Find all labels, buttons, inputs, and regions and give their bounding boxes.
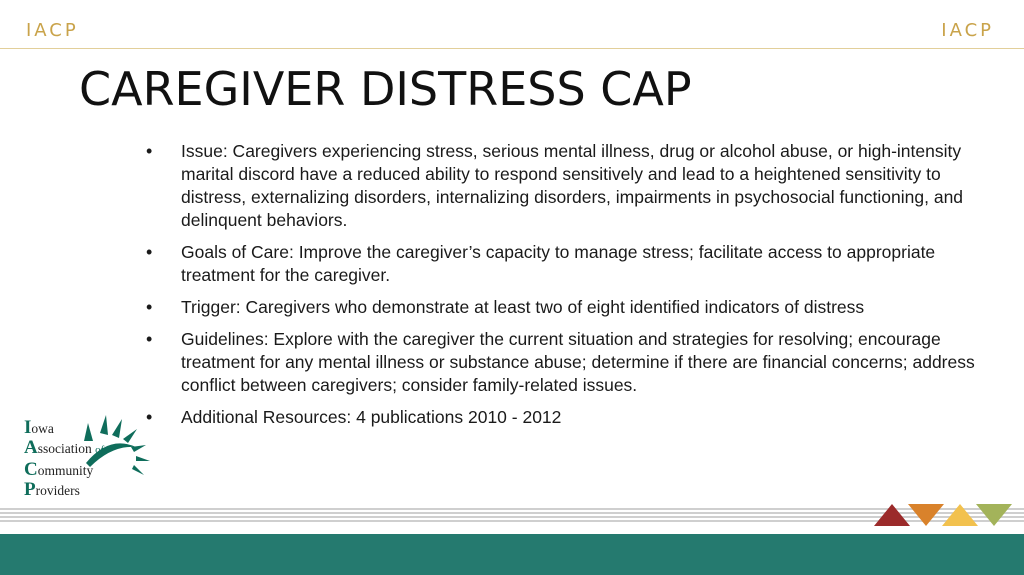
bullet-guidelines-text: Guidelines: Explore with the caregiver the current situation and strategies for resolving; encourage treatment for any mental illness or substance abuse; determine if there are financial concerns; address conflict between caregivers; consider family-related issues. (181, 329, 975, 395)
decorative-triangles-icon (874, 502, 1014, 528)
bullet-guidelines (148, 328, 978, 397)
bullet-trigger-text: Trigger: Caregivers who demonstrate at least two of eight identified indicators of distress (181, 297, 865, 317)
triangle-olive (976, 504, 1012, 526)
bullet-goals-of-care (148, 241, 978, 287)
bullet-goals-text: Goals of Care: Improve the caregiver’s capacity to manage stress; facilitate access to appropriate treatment for the caregiver. (181, 242, 936, 285)
logo-line-iowa: Iowa (24, 417, 54, 438)
brand-mark-right: IACP (941, 20, 994, 41)
footer-gray-stripes (0, 508, 1024, 526)
bullet-marker: • (146, 297, 153, 317)
footer-bar (0, 534, 1024, 575)
bullet-issue (148, 140, 978, 232)
bullet-marker: • (146, 407, 153, 427)
bullet-trigger (148, 296, 978, 319)
triangle-yellow (942, 504, 978, 526)
bullet-resources-text: Additional Resources: 4 publications 2010 - 2012 (181, 407, 562, 427)
header-divider (0, 48, 1024, 49)
bullet-additional-resources (148, 406, 978, 429)
bullet-issue-text: Issue: Caregivers experiencing stress, serious mental illness, drug or alcohol abuse, or high-intensity marital discord have a reduced ability to respond sensitively and lead to a heightened sensitivity to distress, externalizing disorders, internalizing disorders, impairments in psychosocial functioning, and delinquent behaviors. (181, 141, 964, 230)
logo-line-association: Association of (24, 437, 105, 458)
logo-line-community: Community (24, 459, 94, 480)
bullet-marker: • (146, 242, 153, 262)
triangle-orange (908, 504, 944, 526)
bullet-marker: • (146, 329, 153, 349)
brand-mark-left: IACP (26, 20, 79, 41)
triangle-red (874, 504, 910, 526)
bullet-marker: • (146, 141, 153, 161)
logo-wordmark (24, 418, 104, 500)
bullet-list (148, 140, 978, 438)
slide-title: CAREGIVER DISTRESS CAP (79, 62, 692, 116)
logo-line-providers: Providers (24, 479, 80, 500)
